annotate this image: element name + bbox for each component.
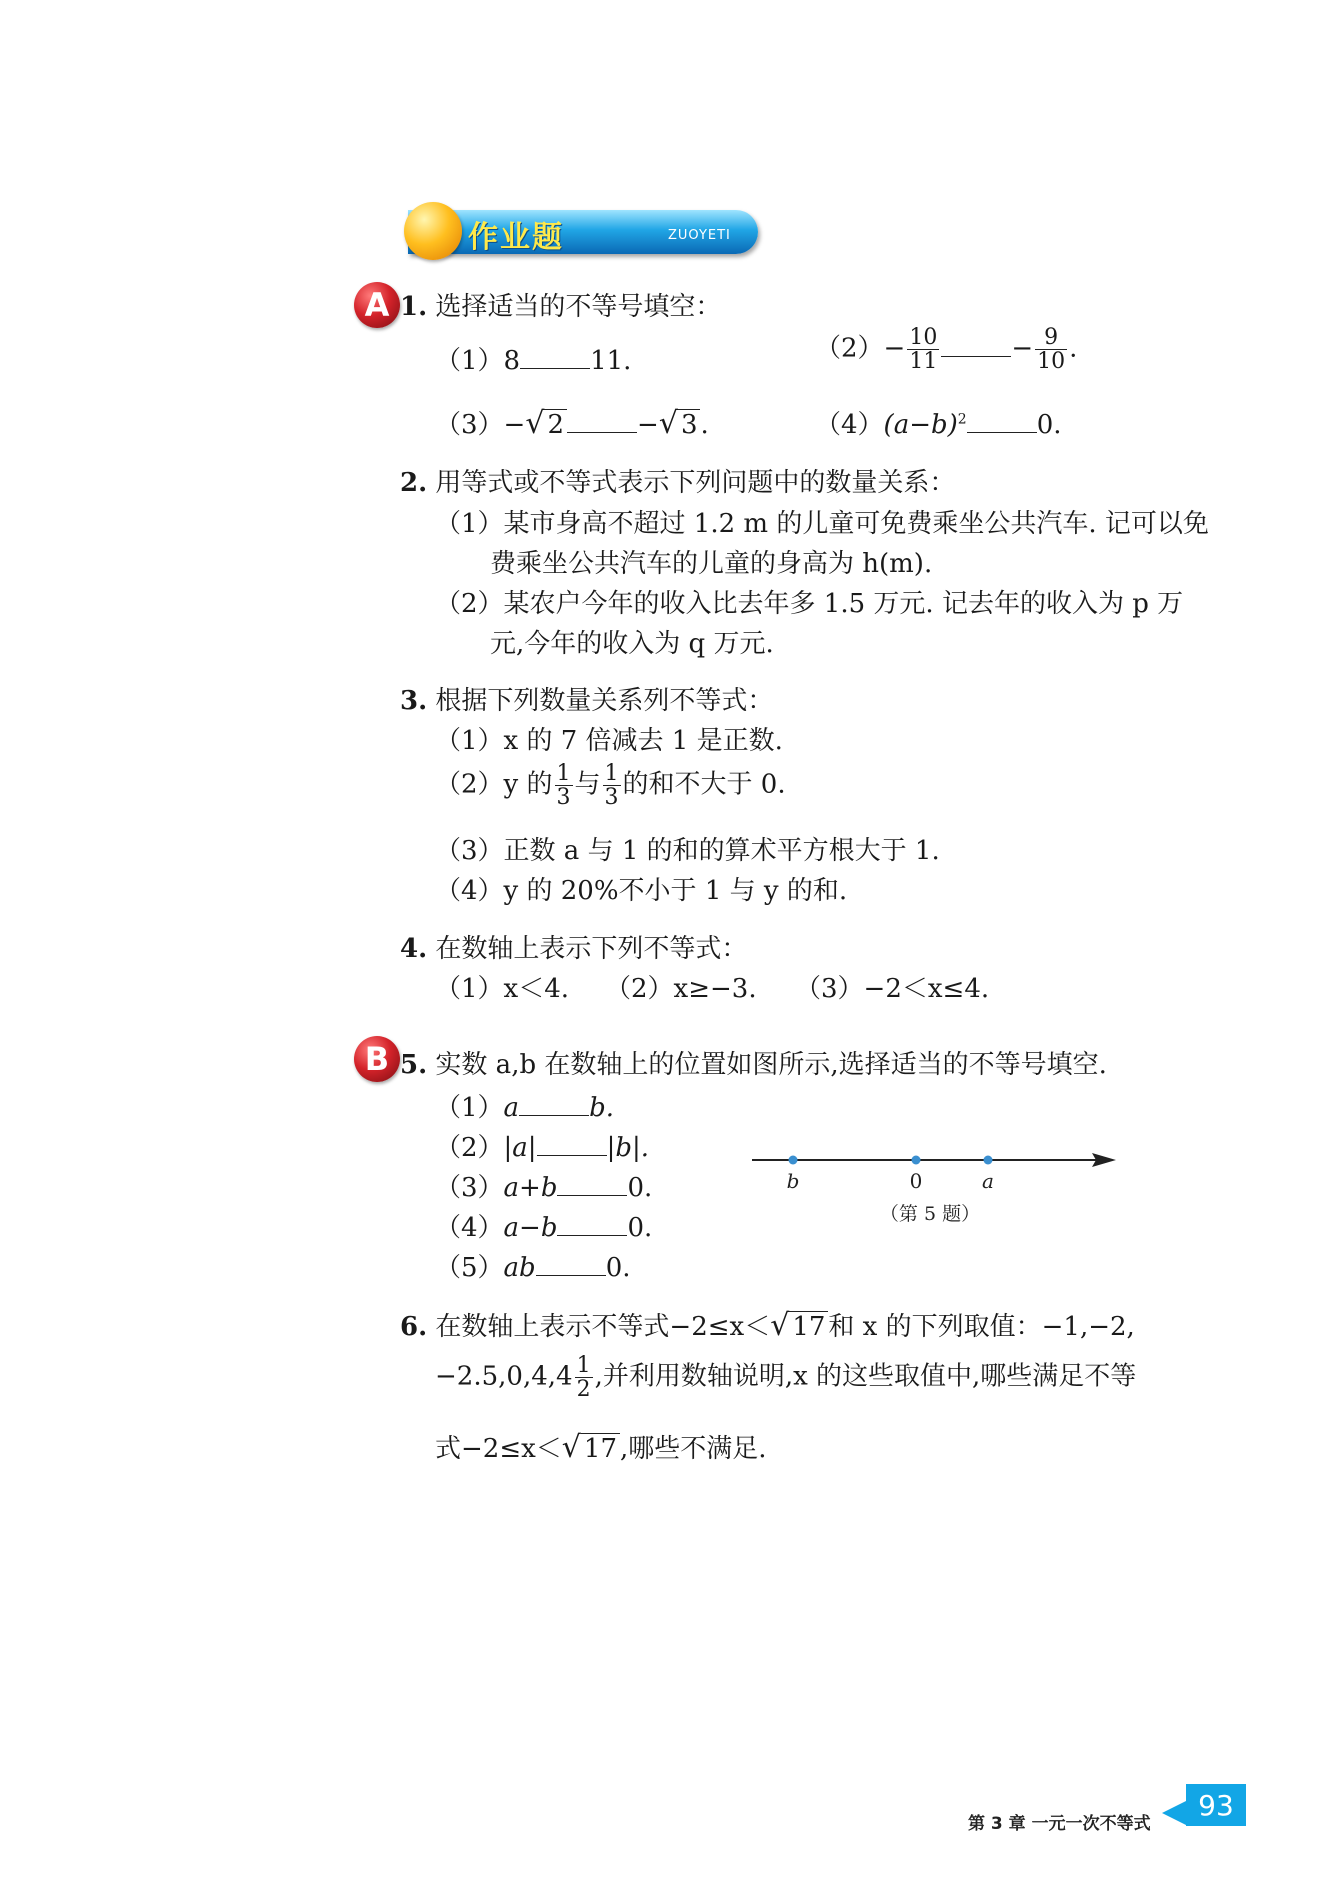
orb-icon [404, 202, 462, 260]
section-subtitle: ZUOYETI [668, 228, 731, 243]
question-1 [400, 286, 721, 323]
q2-part-1-line-1: （1）某市身高不超过 1.2 m 的儿童可免费乘坐公共汽车. 记可以免 [435, 509, 1209, 539]
label-a: a [982, 1169, 994, 1193]
number-line-figure [740, 1140, 1120, 1230]
page-tab-icon [1162, 1800, 1188, 1826]
sqrt: √ 2 [525, 406, 567, 441]
sqrt: √ 17 [770, 1308, 828, 1343]
page-number: 93 [1186, 1784, 1246, 1826]
fraction: $\frac{1}{3}$ [604, 761, 619, 811]
fraction: $\frac{10}{11}$ [909, 325, 938, 375]
answer-blank[interactable] [941, 336, 1011, 357]
question-stem: 选择适当的不等号填空： [435, 292, 722, 322]
question-2 [400, 462, 955, 499]
fraction: $\frac{1}{3}$ [556, 761, 571, 811]
level-a-badge-icon: A [354, 282, 400, 328]
q5-part-1: （1）a b. [435, 1093, 614, 1123]
question-4 [400, 928, 747, 965]
fraction: $\frac{9}{10}$ [1037, 325, 1066, 375]
q1-part-1: （1）8 11. [435, 346, 632, 376]
question-number: 1. [400, 292, 428, 322]
figure-caption: （第 5 题） [879, 1203, 981, 1225]
q3-part-3: （3）正数 a 与 1 的和的算术平方根大于 1. [435, 836, 940, 866]
q5-part-4: （4）a−b 0. [435, 1213, 653, 1243]
answer-blank[interactable] [520, 348, 590, 369]
q5-part-3: （3）a+b 0. [435, 1173, 653, 1203]
q2-part-2-line-1: （2）某农户今年的收入比去年多 1.5 万元. 记去年的收入为 p 万 [435, 589, 1184, 619]
q5-part-5: （5）ab 0. [435, 1253, 631, 1283]
sqrt: √ 3 [659, 406, 701, 441]
question-stem: 在数轴上表示下列不等式： [435, 934, 748, 964]
sqrt: √ 17 [562, 1430, 620, 1465]
q1-part-3: （3）−√ 2 −√ 3 . [435, 406, 709, 441]
q1-part-4: $(4)(a-b)^2$ 0. [815, 410, 1062, 440]
point-b [789, 1156, 798, 1165]
question-5 [400, 1044, 1107, 1081]
q4-part-2: （2）x≥−3. [605, 974, 757, 1004]
label-zero: 0 [909, 1169, 923, 1193]
q4-part-3: （3）−2＜x≤4. [795, 974, 990, 1004]
chapter-footer: 第 3 章 一元一次不等式 [968, 1814, 1151, 1834]
question-6-line-2: −2.5,0,4,4 $\frac{1}{2}$ ,并利用数轴说明,x 的这些取值中,哪些满足不等 [435, 1353, 1137, 1403]
point-zero [912, 1156, 921, 1165]
question-6-line-3: 式−2≤x＜√ 17 ,哪些不满足. [435, 1430, 767, 1465]
question-stem: 实数 a,b 在数轴上的位置如图所示,选择适当的不等号填空. [435, 1050, 1107, 1080]
answer-blank[interactable] [567, 412, 637, 433]
question-number: 4. [400, 934, 428, 964]
q5-part-2: （2）|a| |b|. [435, 1133, 650, 1163]
q3-part-1: （1）x 的 7 倍减去 1 是正数. [435, 726, 783, 756]
point-a [984, 1156, 993, 1165]
q2-part-1-line-2: 费乘坐公共汽车的儿童的身高为 h(m). [490, 549, 933, 579]
answer-blank[interactable] [537, 1135, 607, 1156]
question-3 [400, 680, 773, 717]
answer-blank[interactable] [557, 1175, 627, 1196]
level-b-badge-icon: B [354, 1036, 400, 1082]
question-stem: 用等式或不等式表示下列问题中的数量关系： [435, 468, 956, 498]
q4-part-1: （1）x＜4. [435, 974, 570, 1004]
question-number: 3. [400, 686, 428, 716]
question-stem: 根据下列数量关系列不等式： [435, 686, 774, 716]
question-number: 2. [400, 468, 428, 498]
q1-part-2: （2）− $\frac{10}{11}$ − $\frac{9}{10}$ . [815, 325, 1078, 375]
question-number: 5. [400, 1050, 428, 1080]
answer-blank[interactable] [536, 1255, 606, 1276]
q3-part-2: （2）y 的 $\frac{1}{3}$ 与 $\frac{1}{3}$ 的和不大于 0. [435, 761, 786, 811]
label-b: b [786, 1169, 800, 1193]
question-6-line-1: 6. 在数轴上表示不等式−2≤x＜√ 17 和 x 的下列取值：−1,−2, [400, 1308, 1135, 1343]
answer-blank[interactable] [557, 1215, 627, 1236]
q2-part-2-line-2: 元,今年的收入为 q 万元. [490, 629, 774, 659]
answer-blank[interactable] [967, 412, 1037, 433]
answer-blank[interactable] [519, 1095, 589, 1116]
q3-part-4: （4）y 的 20%不小于 1 与 y 的和. [435, 876, 848, 906]
question-number: 6. [400, 1312, 428, 1342]
section-title: 作业题 [468, 220, 564, 255]
fraction: $\frac{1}{2}$ [576, 1353, 591, 1403]
